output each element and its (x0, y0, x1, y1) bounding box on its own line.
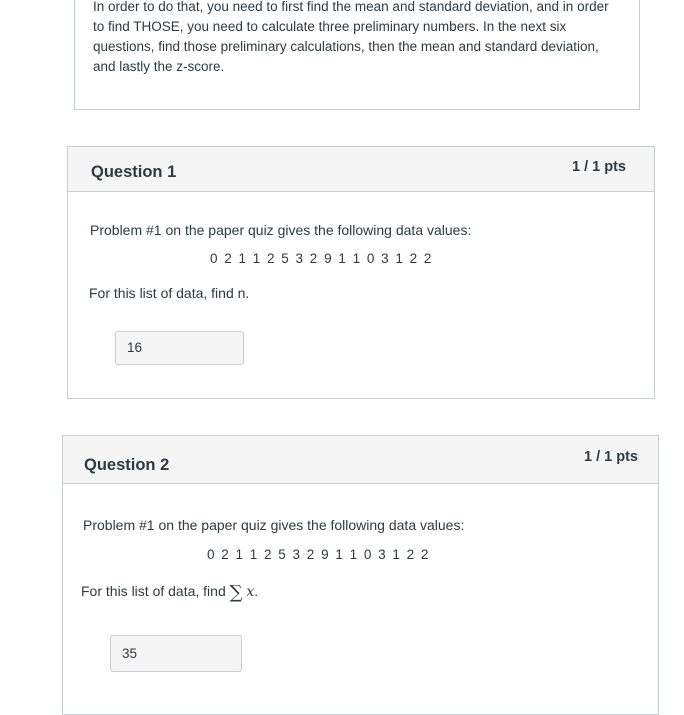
intro-panel (74, 0, 640, 110)
question-2-points: 1 / 1 pts (584, 449, 638, 465)
question-2-card (62, 435, 659, 715)
question-1-find-text: For this list of data, find n. (89, 285, 250, 301)
question-2-answer-input[interactable]: 35 (110, 635, 242, 672)
question-2-title: Question 2 (84, 456, 170, 474)
question-1-points: 1 / 1 pts (572, 159, 626, 175)
question-1-card (67, 146, 655, 399)
find-period: . (254, 583, 259, 599)
sigma-symbol: ∑ (229, 582, 243, 603)
question-1-data-values: 0 2 1 1 2 5 3 2 9 1 1 0 3 1 2 2 (210, 251, 432, 266)
question-2-header (63, 436, 658, 484)
intro-text: In order to do that, you need to first find the mean and standard deviation, and in order to find THOSE, you need to calculate three preliminary numbers. In the next six questions, find those preliminary calculations, then the mean and standard deviation, and lastly the z-score. (93, 0, 609, 74)
question-2-find-text: For this list of data, find (81, 583, 226, 599)
question-2-prompt: Problem #1 on the paper quiz gives the following data values: (83, 517, 465, 533)
question-1-answer-input[interactable]: 16 (115, 331, 244, 365)
variable-x: x (246, 584, 255, 600)
question-1-prompt: Problem #1 on the paper quiz gives the following data values: (90, 222, 472, 238)
question-2-find-line (81, 582, 258, 603)
question-1-title: Question 1 (91, 163, 177, 181)
question-2-data-values: 0 2 1 1 2 5 3 2 9 1 1 0 3 1 2 2 (207, 547, 429, 562)
question-1-header (68, 147, 654, 192)
